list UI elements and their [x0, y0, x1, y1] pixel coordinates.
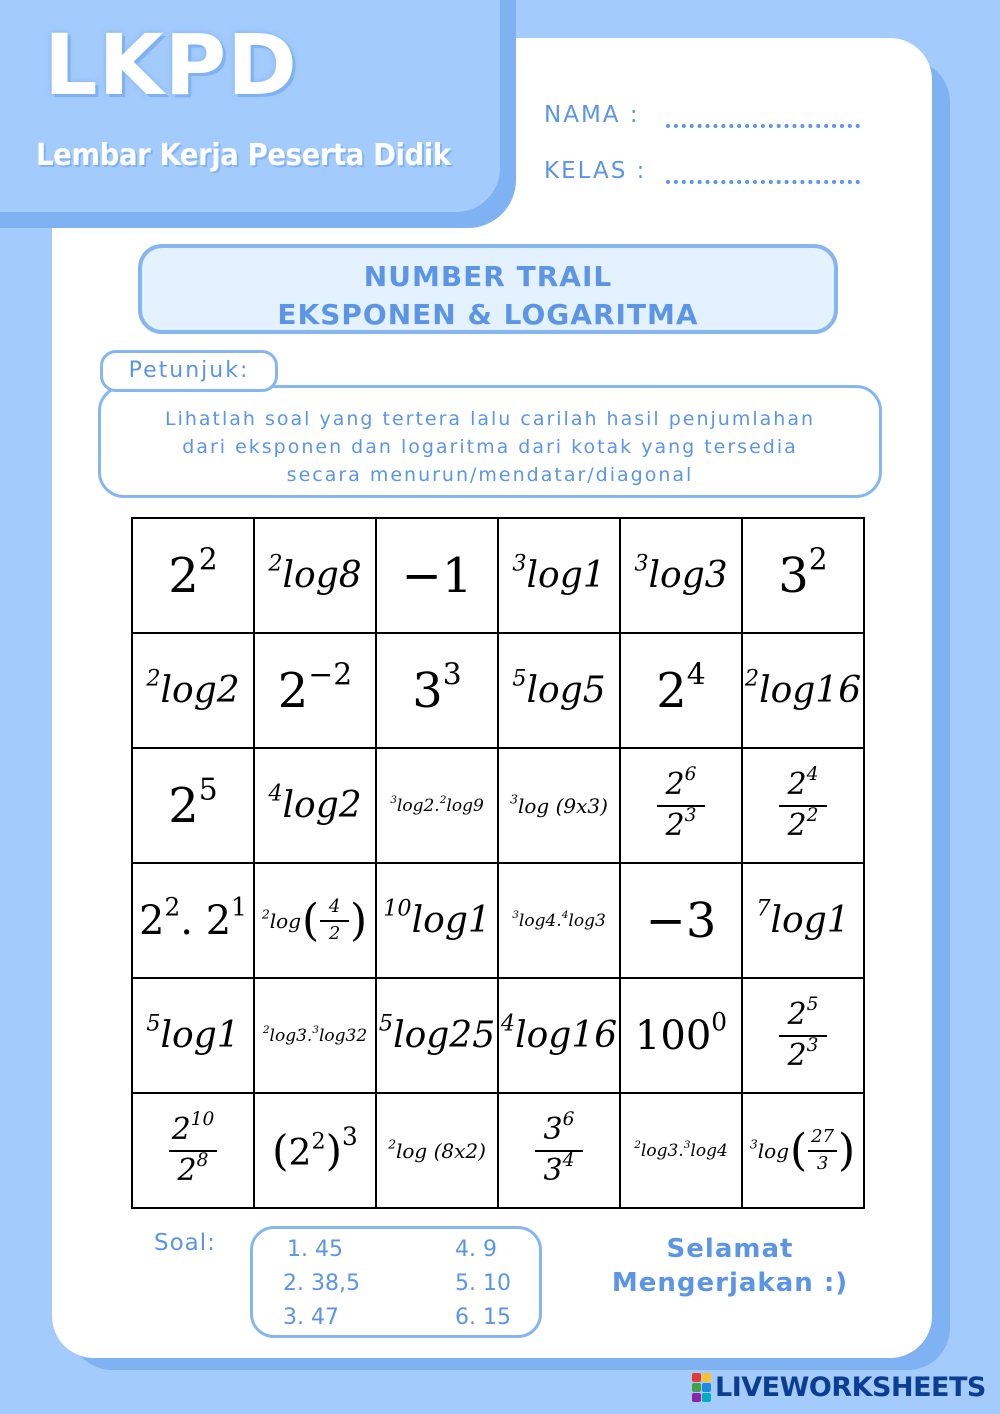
grid-cell[interactable] [742, 633, 864, 748]
cell-expression: $^5$log1 [146, 1010, 240, 1056]
grid-cell[interactable] [254, 1093, 376, 1208]
title-line-2: EKSPONEN & LOGARITMA [277, 298, 699, 331]
grid-cell[interactable] [620, 863, 742, 978]
number-trail-grid [131, 517, 865, 1209]
grid-cell[interactable] [254, 863, 376, 978]
logo-square [702, 1393, 711, 1402]
cell-expression [657, 764, 705, 843]
grid-cell[interactable] [132, 748, 254, 863]
grid-row [132, 633, 864, 748]
cell-expression [169, 1109, 217, 1188]
fraction-denominator: $2^8$ [177, 1149, 209, 1188]
cell-expression: $^5$log25 [378, 1010, 496, 1056]
fraction-numerator: $2^5$ [787, 994, 819, 1032]
logo-square [692, 1383, 701, 1392]
title-line-1: NUMBER TRAIL [363, 260, 613, 293]
fraction-numerator: $3^6$ [543, 1109, 575, 1147]
cell-expression: $^2$log8 [268, 550, 362, 596]
cell-expression: $^3$log (9x3) [510, 791, 608, 818]
cell-expression: −3 [645, 892, 717, 949]
cell-expression: $^{10}$log1 [383, 895, 491, 941]
closing-line-1: Selamat [666, 1234, 794, 1264]
grid-row [132, 1093, 864, 1208]
cell-expression [535, 1109, 583, 1188]
nama-label: NAMA : [544, 102, 640, 128]
grid-cell[interactable] [132, 978, 254, 1093]
fraction-numerator: $2^4$ [787, 764, 819, 802]
grid-cell[interactable] [132, 633, 254, 748]
cell-expression: $3^3$ [412, 657, 462, 719]
logo-title: LKPD [44, 16, 298, 114]
soal-item: 5. 10 [455, 1271, 511, 1296]
cell-expression: $^4$log2 [268, 780, 362, 826]
grid-cell[interactable] [742, 748, 864, 863]
grid-cell[interactable] [254, 633, 376, 748]
grid-cell[interactable] [376, 633, 498, 748]
fraction-denominator: $3^4$ [543, 1149, 575, 1188]
cell-expression: $2^4$ [656, 657, 706, 719]
kelas-label: KELAS : [544, 158, 647, 184]
grid-cell[interactable] [742, 863, 864, 978]
grid-cell[interactable] [742, 518, 864, 633]
fraction-numerator: 4 [328, 895, 341, 917]
soal-item: 6. 15 [455, 1305, 511, 1330]
logo-square [702, 1373, 711, 1382]
cell-expression [779, 764, 827, 843]
cell-expression: $^3$log ( 27 3 ) [749, 1125, 856, 1176]
soal-item: 3. 47 [283, 1305, 339, 1330]
cell-expression: $100^0$ [634, 1006, 728, 1059]
cell-expression: $^4$log16 [500, 1010, 618, 1056]
grid-cell[interactable] [498, 633, 620, 748]
grid-cell[interactable] [254, 518, 376, 633]
nama-field[interactable] [666, 124, 860, 128]
cell-expression: $2^2$ [168, 542, 218, 604]
grid-cell[interactable] [498, 518, 620, 633]
cell-expression: $2^5$ [168, 772, 218, 834]
instruction-line: secara menurun/mendatar/diagonal [286, 464, 694, 486]
fraction-numerator: $2^6$ [665, 764, 697, 802]
grid-cell[interactable] [620, 978, 742, 1093]
cell-expression: $^2$log16 [744, 665, 862, 711]
soal-item: 1. 45 [287, 1237, 343, 1262]
cell-expression: $2^2$. $2^1$ [139, 891, 247, 944]
instruction-line: dari eksponen dan logaritma dari kotak yang tersedia [182, 436, 798, 458]
fraction-numerator: $2^{10}$ [171, 1109, 215, 1147]
cell-expression: $2^{-2}$ [277, 657, 353, 719]
instruction-box [98, 385, 882, 498]
liveworksheets-brand[interactable] [692, 1372, 986, 1403]
title-box [138, 244, 838, 334]
grid-row [132, 518, 864, 633]
grid-cell[interactable] [376, 863, 498, 978]
grid-cell[interactable] [132, 518, 254, 633]
cell-expression: $^2$log3.$^3$log4 [634, 1138, 728, 1161]
cell-expression: $^2$log2 [146, 665, 240, 711]
grid-cell[interactable] [498, 863, 620, 978]
grid-cell[interactable] [132, 1093, 254, 1208]
cell-expression: $^2$log3.$^3$log32 [262, 1023, 368, 1046]
grid-cell[interactable] [742, 978, 864, 1093]
cell-expression: $^5$log5 [512, 665, 606, 711]
soal-box [250, 1226, 542, 1338]
fraction-numerator: 27 [811, 1125, 835, 1147]
grid-row [132, 748, 864, 863]
cell-expression: $^2$log ( 4 2 ) [261, 895, 368, 946]
grid-cell[interactable] [620, 1093, 742, 1208]
fraction-denominator: $2^3$ [787, 1034, 819, 1073]
fraction-denominator: 2 [328, 922, 341, 944]
grid-cell[interactable] [498, 748, 620, 863]
grid-cell[interactable] [376, 748, 498, 863]
cell-expression: $^7$log1 [756, 895, 850, 941]
fraction-denominator: $2^2$ [787, 804, 819, 843]
logo-square [692, 1373, 701, 1382]
cell-expression: $^3$log3 [634, 550, 728, 596]
grid-cell[interactable] [620, 633, 742, 748]
kelas-field[interactable] [666, 180, 860, 184]
cell-expression: $^3$log2.$^2$log9 [390, 793, 484, 816]
cell-expression: $3^2$ [778, 542, 828, 604]
logo-subtitle: Lembar Kerja Peserta Didik [36, 138, 451, 173]
fraction-denominator: 3 [816, 1152, 829, 1174]
instruction-line: Lihatlah soal yang tertera lalu carilah hasil penjumlahan [164, 408, 816, 430]
grid-row [132, 978, 864, 1093]
cell-expression: $(2^2)^3$ [272, 1122, 358, 1175]
soal-item: 4. 9 [455, 1237, 497, 1262]
soal-item: 2. 38,5 [283, 1271, 360, 1296]
grid-row [132, 863, 864, 978]
grid-cell[interactable] [376, 518, 498, 633]
grid-cell[interactable] [376, 1093, 498, 1208]
cell-expression: $^3$log1 [512, 550, 606, 596]
grid-cell[interactable] [376, 978, 498, 1093]
grid-cell[interactable] [254, 978, 376, 1093]
cell-expression: $^2$log (8x2) [388, 1136, 486, 1163]
closing-line-2: Mengerjakan :) [611, 1268, 849, 1298]
grid-cell[interactable] [620, 748, 742, 863]
grid-cell[interactable] [620, 518, 742, 633]
cell-expression: −1 [401, 547, 473, 604]
grid-cell[interactable] [254, 748, 376, 863]
fraction-denominator: $2^3$ [665, 804, 697, 843]
grid-cell[interactable] [498, 978, 620, 1093]
grid-cell[interactable] [498, 1093, 620, 1208]
grid-cell[interactable] [742, 1093, 864, 1208]
cell-expression: $^3$log4.$^4$log3 [512, 908, 606, 931]
grid-cell[interactable] [132, 863, 254, 978]
header-banner [0, 0, 500, 212]
logo-square [692, 1393, 701, 1402]
logo-square [702, 1383, 711, 1392]
petunjuk-label: Petunjuk: [100, 350, 278, 392]
liveworksheets-logo-icon [692, 1373, 711, 1402]
soal-label: Soal: [154, 1230, 216, 1256]
brand-name: LIVEWORKSHEETS [715, 1372, 986, 1403]
cell-expression [779, 994, 827, 1073]
